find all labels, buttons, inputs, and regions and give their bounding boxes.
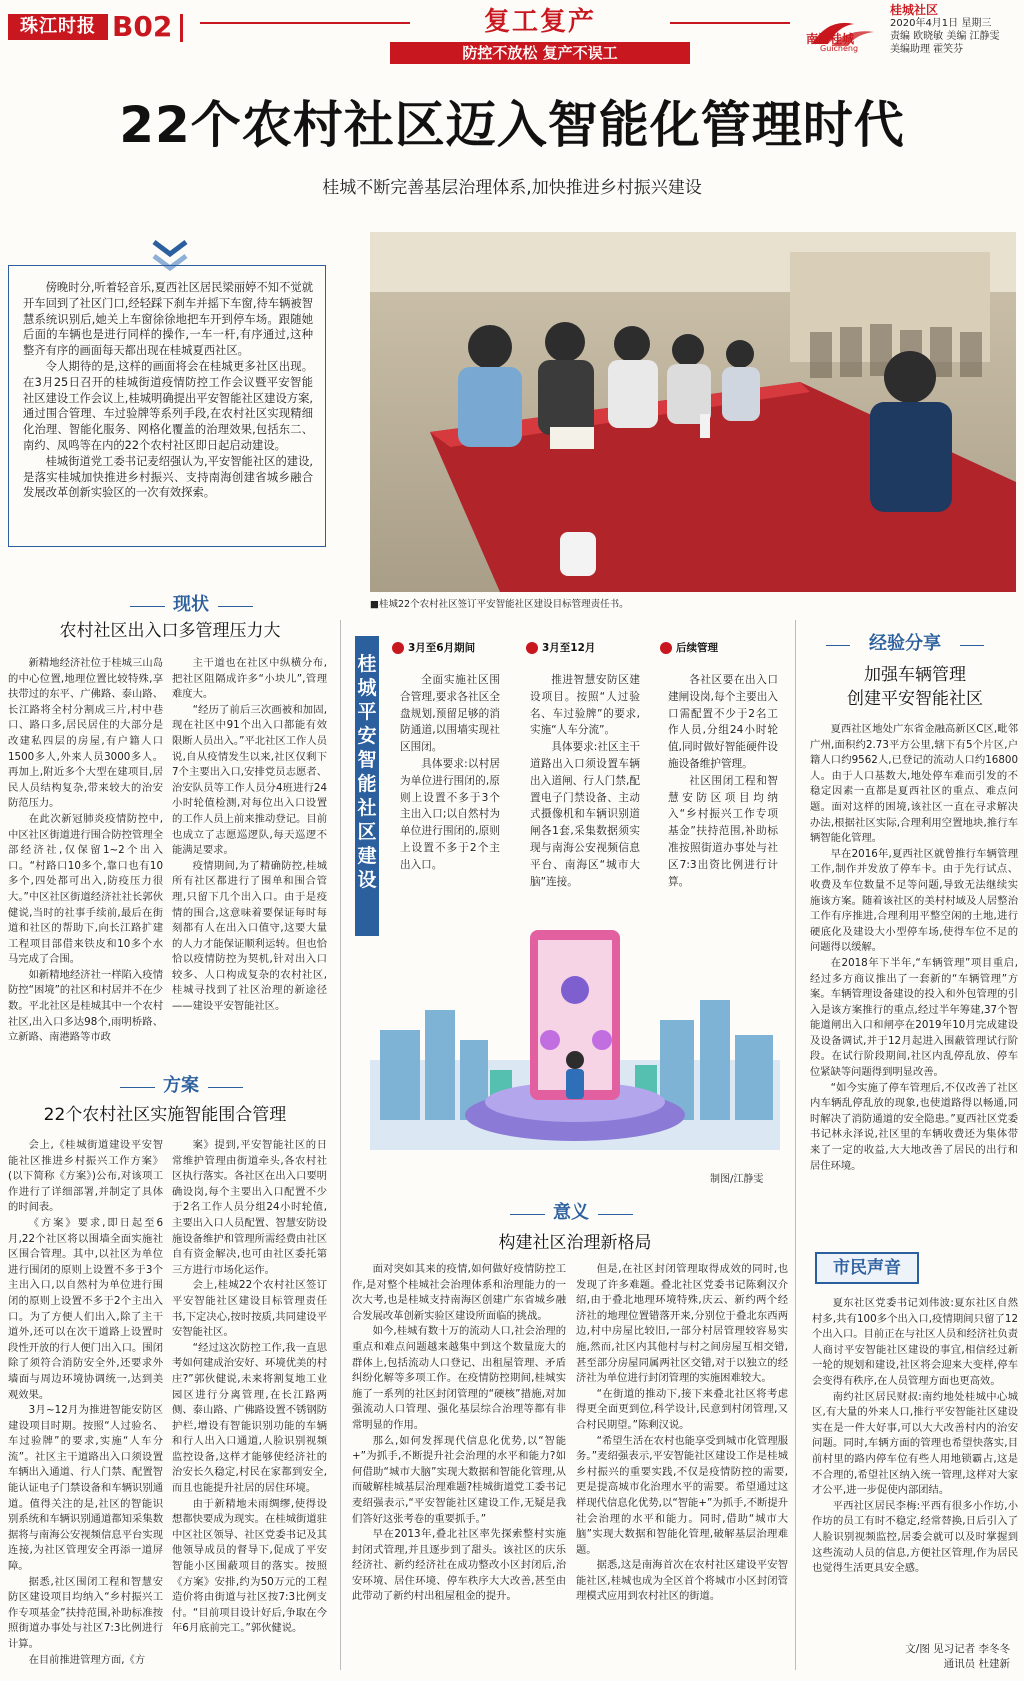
step-marker-icon [526, 642, 538, 654]
status-kicker: 现状 [173, 594, 209, 615]
photo-caption: ■桂城22个农村社区签订平安智能社区建设目标管理责任书。 [370, 599, 629, 610]
column-divider [795, 620, 796, 1670]
body-paragraph: “在街道的推动下,接下来叠北社区将考虑得更全面更到位,科学设计,民意到村闭管理,又合村民期望。”陈剩汉说。 [576, 1387, 788, 1431]
body-paragraph: 会上,《桂城街道建设平安智能社区推进乡村振兴工作方案》(以下简称《方案》)公布,对该项工作进行了详细部署,并制定了具体的时间表。 [8, 1139, 163, 1214]
paper-logo: 珠江时报 [8, 14, 108, 40]
voice-paragraph: 平西社区居民李梅:平西有很多小作坊,小作坊的员工有时不稳定,经常替换,日后引入了人脸识别视频监控,居委会就可以及时掌握到这些流动人员的信息,方便社区管理,作为居民也觉得生活更具安全感。 [812, 1499, 1018, 1575]
body-paragraph: “经历了前后三次画被和加固,现在社区中91个出入口都能有效限断人员出入。”平北社区工作人员说,自从疫情发生以来,社区仅剩下7个主要出入口,安排党员志愿者、治安队员等工作人员分4班进行24小时轮值检测,对每位出入口设置的工作人员上前来推动登记。目前也成立了志愿巡逻队,每天巡逻不能满足要求。 [172, 703, 327, 857]
kicker-rule [218, 606, 253, 607]
step-label: 后续管理 [660, 640, 780, 655]
illustration-caption: 制图/江静雯 [710, 1174, 764, 1185]
body-paragraph: 那么,如何发挥现代信息化优势,以“智能+”为抓手,不断提升社会治理的水平和能力?如何借助“城市大脑”实现大数据和智能化管理,从而破解桂城基层治理难题?桂城街道党工委书记麦绍强表示,“平安智能社区建设工作,无疑是我们答好这张考卷的重要抓手。” [352, 1434, 566, 1525]
brand-sub: Guicheng [820, 44, 859, 53]
body-paragraph: 在此次新冠肺炎疫情防控中,中区社区街道进行围合防控管理全部经济社,仅保留1~2个出入口。“村路口10多个,靠口也有10多个,四处都可出入,防疫压力很大。”中区社区街道经济社社长郭伙健说,当时的社事手续前,最后在街道和社区的帮助下,向长江路扩建工程项目部借来铁皮和10多个水马完成了合围。 [8, 812, 163, 966]
date-line: 2020年4月1日 星期三 [890, 18, 992, 29]
meeting-photo [370, 232, 1016, 592]
body-paragraph: 据悉,这是南海首次在农村社区建设平安智能社区,桂城也成为全区首个将城市小区封闭管理模式应用到农村社区的街道。 [576, 1559, 788, 1603]
experience-title-1: 加强车辆管理 [864, 665, 966, 685]
kicker-rule [826, 645, 850, 646]
header-info [890, 4, 1020, 56]
plan-column-1 [8, 1138, 163, 1674]
column-divider [340, 620, 341, 1670]
editors-line-1: 责编 欧晓敏 美编 江静雯 [890, 31, 1000, 42]
experience-title-2: 创建平安智能社区 [847, 689, 983, 709]
voices-label: 市民声音 [815, 1252, 919, 1284]
step-marker-icon [392, 642, 404, 654]
body-paragraph: 面对突如其来的疫情,如何做好疫情防控工作,是对整个桂城社会治理体系和治理能力的一次大考,也是桂城支持南海区创建广东省城乡融合发展改革创新实验区建设所面临的挑战。 [352, 1263, 566, 1322]
body-paragraph: 如今,桂城有数十万的流动人口,社会治理的重点和难点问题越来越集中到这个数量庞大的群体上,包括流动人口登记、出租屋管理、矛盾纠纷化解等多项工作。在疫情防控期间,桂城实施了一系列的社区封闭管理的“硬核”措施,对加强流动人口管理、强化基层综合治理等都有非常明显的作用。 [352, 1325, 566, 1431]
voice-paragraph: 南约社区居民财叔:南约地处桂城中心城区,有大量的外来人口,推行平安智能社区建设实在是一件大好事,可以大大改善村内的治安问题。同时,车辆方面的管理也希望快落实,目前村里的路内停车位有些人用地锁霸占,这是不合理的,希望社区纳入统一管理,这样对大家才公平,进一步促使内部团结。 [812, 1390, 1018, 1497]
plan-kicker: 方案 [163, 1075, 199, 1096]
body-paragraph: 案》提到,平安智能社区的日常维护管理由街道牵头,各农村社区执行落实。各社区在出入口要明确设岗,每个主要出入口配置不少于2名工作人员分组24小时轮值,主要出入口人员配置、智慧安防设施设备维护和管理所需经费由社区自有资金解决,也可由社区委托第三方进行市场化运作。 [172, 1139, 327, 1276]
body-paragraph: 由于新精地未雨绸缪,使得设想都快要成为现实。在桂城街道驻中区社区领导、社区党委书记及其他领导成员的督导下,促成了平安智能小区围蔽项目的落实。按照《方案》安排,约为50万元的工程造价将由街道与社区按7:3比例支付。“目前项目设计好后,争取在今年6月底前完工。”郭伙健说。 [172, 1497, 327, 1635]
step-text: 各社区要在出入口建闸设岗,每个主要出入口需配置不少于2名工作人员,分组24小时轮值,同时做好智能硬件设施设备维护管理。 [668, 674, 778, 770]
body-paragraph: 3月~12月为推进智能安防区建设项目时期。按照“人过验名、车过验牌”的要求,实施“人车分流”。社区主干道路出入口须设置车辆出入通道、行人门禁、配置智能认证电子门禁设备和车辆识别通道。值得关注的是,社区的智能识别系统和车辆识别通道都知采集数据将与南海公安视频信息平台实现连接,为社区管理安全再添一道屏障。 [8, 1404, 163, 1573]
smart-community-illustration [370, 910, 780, 1150]
step-text: 推进智慧安防区建设项目。按照“人过验名、车过验牌”的要求,实施“人车分流”。 [530, 674, 640, 737]
body-paragraph: 新精地经济社位于桂城三山岛的中心位置,地理位置比较特殊,享扶带过的东平、广佛路、泰山路、长江路将全村分割成三片,村中巷口、路口多,居民居住的大部分是改建私四层的房屋,有户籍人口1500多人,外来人员3000多人。再加上,附近多个大型在建项目,居民人员结构复杂,带来较大的治安防范压力。 [8, 657, 163, 810]
voices-column [812, 1296, 1018, 1636]
significance-title: 构建社区治理新格局 [498, 1233, 652, 1253]
body-paragraph: 疫情期间,为了精确防控,桂城所有社区都进行了围单和围合管理,只留下几个出入口。由于是疫情的围合,这意味着要保证每时每刻都有人在出入口值守,这要大量的人力才能保证顺利运转。但也恰恰以疫情防控为契机,针对出入口较多、人口构成复杂的农村社区,桂城寻找到了社区治理的新途径——建设平安智能社区。 [172, 859, 327, 1013]
column-name: 桂城社区 [890, 3, 939, 17]
intro-box [8, 265, 326, 547]
masthead-divider [180, 14, 183, 42]
significance-column-1 [352, 1262, 566, 1672]
body-paragraph: 在目前推进管理方面,《方 [28, 1653, 146, 1666]
body-paragraph: 早在2013年,叠北社区率先探索整村实施封闭式管理,并且逐步到了甜头。该社区的庆乐经济社、新约经济社在成功整改小区封闭后,治安环境、居住环境、停车秩序大大改善,甚至由此带动了新约村出租屋租金的提升。 [352, 1528, 566, 1603]
body-paragraph: “经过这次防控工作,我一直思考如何建成治安好、环境优美的村庄?”郭伙健说,未来将割复地工业园区进行分离管理,在长江路两侧、泰山路、广佛路设置不锈钢防护栏,增设有智能识别功能的车辆和行人出入口通道,人脸识别视频监控设备,这样才能够使经济社的治安长久稳定,村民在家都到安全,而且也能提升社居的居住环境。 [172, 1341, 327, 1495]
step-text: 全面实施社区围合管理,要求各社区全盘规划,预留足够的消防通道,以围墙实现社区围闭。 [400, 674, 500, 754]
byline-author: 文/图 见习记者 李冬冬 [905, 1643, 1010, 1655]
step-1-body [400, 672, 500, 942]
step-label: 3月至6月期间 [392, 640, 512, 655]
headline: 22个农村社区迈入智能化管理时代 [119, 96, 905, 154]
step-1 [392, 640, 512, 655]
kicker-rule [960, 645, 984, 646]
step-text: 具体要求:以村居为单位进行围闭的,原则上设置不多于3个主出入口;以自然村为单位进行围闭的,原则上设置不多于2个主出入口。 [400, 757, 500, 871]
plan-title: 22个农村社区实施智能围合管理 [43, 1105, 287, 1125]
significance-column-2 [576, 1262, 788, 1672]
status-title: 农村社区出入口多管理压力大 [59, 621, 281, 641]
step-label: 3月至12月 [526, 640, 646, 655]
kicker-rule [598, 1214, 633, 1215]
experience-column [810, 722, 1018, 1242]
body-paragraph: “如今实施了停车管理后,不仅改善了社区内车辆乱停乱放的现象,也使道路得以畅通,同时解决了消防通道的安全隐患。”夏西社区党委书记林永泽说,社区里的车辆收费还为集体带来了一定的收益,大大地改善了居民的出行和居住环境。 [810, 1081, 1018, 1172]
step-3 [660, 640, 780, 655]
body-paragraph: 《方案》要求,即日起至6月,22个社区将以围墙全面实施社区围合管理。其中,以社区为单位进行围闭的原则上设置不多于3个主出入口,以自然村为单位进行围闭的原则上设置不多于2个主出入口。为了方便人们出入,除了主干道外,还可以在次干道路上设置时段性开放的行人便门出入口。围闭除了须符合消防安全外,还要求外墙面与周边环境协调统一,达到美观效果。 [8, 1216, 163, 1401]
body-paragraph: 会上,桂城22个农村社区签订平安智能社区建设目标管理责任书,下定决心,按时按质,共同建设平安智能社区。 [172, 1279, 327, 1339]
body-paragraph: 如新精地经济社一样陷入疫情防控“困境”的社区和村居并不在少数。平北社区是桂城其中一个农村社区,出入口多达98个,雨明桥路、立新路、南港路等市政 [8, 968, 163, 1044]
status-column-1 [8, 656, 163, 1052]
intro-paragraph: 桂城街道党工委书记麦绍强认为,平安智能社区的建设,是落实桂城加快推进乡村振兴、支持南海创建省城乡融合发展改革创新实验区的一次有效探索。 [23, 454, 313, 500]
kicker-rule [208, 1087, 243, 1088]
plan-column-2 [172, 1138, 327, 1674]
subheadline: 桂城不断完善基层治理体系,加快推进乡村振兴建设 [322, 178, 702, 198]
body-paragraph: 据悉,社区围闭工程和智慧安防区建设项目均纳入“乡村振兴工作专项基金”扶持范围,补助标准按照街道办事处与社区7:3比例进行计算。 [8, 1575, 163, 1650]
step-2 [526, 640, 646, 655]
step-marker-icon [660, 642, 672, 654]
section-rule-left [200, 22, 410, 24]
page-number: B02 [112, 10, 173, 43]
step-text: 社区围闭工程和智慧安防区项目均纳入“乡村振兴工作专项基金”扶持范围,补助标准按照街道办事处与社区7:3出资比例进行计算。 [668, 774, 778, 888]
body-paragraph: “希望生活在农村也能享受到城市化管理服务。”麦绍强表示,平安智能社区建设工作是桂城乡村振兴的重要实践,不仅是疫情防控的需要,更是提高城市化治理水平的需要。希望通过这样现代信息化优势,以“智能+”为抓手,不断提升社会治理的水平和能力。同时,借助“城市大脑”实现大数据和智能化管理,破解基层治理难题。 [576, 1434, 788, 1556]
intro-paragraph: 令人期待的是,这样的画面将会在桂城更多社区出现。在3月25日召开的桂城街道疫情防控工作会议暨平安智能社区建设工作会议上,桂城明确提出平安智能社区建设方案,通过围合管理、车过验牌等系列手段,在农村社区实现精细化治理、智能化服务、网格化覆盖的治理效果,包括东二、南约、凤鸣等在内的22个农村社区即日起启动建设。 [23, 359, 313, 452]
editors-line-2: 美编助理 霍笑芬 [890, 44, 964, 55]
status-column-2 [172, 656, 327, 1052]
body-paragraph: 主干道也在社区中纵横分布,把社区阻隔成许多“小块儿”,管理难度大。 [172, 657, 327, 701]
voice-paragraph: 夏东社区党委书记刘伟波:夏东社区自然村多,共有100多个出入口,疫情期间只留了12个出入口。目前正在与社区人员和经济社负责人商讨平安智能社区建设的事宜,相信经过新一轮的规划和建设,社区将会迎来大变样,停车会变得有秩序,在人员管理方面也更高效。 [812, 1297, 1018, 1387]
section-title: 复工复产 [483, 7, 596, 37]
section-subtitle: 防控不放松 复产不误工 [390, 42, 690, 64]
step-2-body [530, 672, 640, 942]
byline [870, 1642, 1010, 1672]
experience-kicker: 经验分享 [869, 633, 941, 654]
body-paragraph: 早在2016年,夏西社区就曾推行车辆管理工作,制作并发放了停车卡。由于先行试点、收费及车位数量不足等问题,导致无法继续实施该方案。随着该社区的美村村域及人居整治工作有序推进,合理利用平整空闲的土地,进行硬底化及建设大小型停车场,使得车位不足的问题得以缓解。 [810, 847, 1018, 954]
significance-kicker: 意义 [553, 1202, 589, 1223]
brand-name: 南海桂城 [806, 32, 855, 46]
section-rule-right [670, 22, 790, 24]
byline-correspondent: 通讯员 杜建新 [943, 1658, 1010, 1670]
step-text: 具体要求:社区主干道路出入口须设置车辆出入道闸、行人门禁,配置电子门禁设备、主动式摄像机和车辆识别道闸各1套,采集数据须实现与南海公安视频信息平台、南海区“城市大脑”连接。 [530, 741, 640, 888]
body-paragraph: 但是,在社区封闭管理取得成效的同时,也发现了许多难题。叠北社区党委书记陈剩汉介绍,由于叠北地理环境特殊,庆云、新约两个经济社的地理位置错落开来,分别位于叠北东西两边,村中房屋比较旧,一部分村居管理较容易实施,然而,社区内其他村与村之间房屋互相交错,甚至部分房屋同属两社区交错,对于以独立的经济社为单位进行封闭管理的实施困难较大。 [576, 1263, 788, 1385]
intro-paragraph: 傍晚时分,听着轻音乐,夏西社区居民梁丽婷不知不觉就开车回到了社区门口,经轻踩下刹车并摇下车窗,待车辆被智慧系统识别后,她关上车窗徐徐地把车开到停车场。跟随她后面的车辆也是进行同样的操作,一车一杆,有序通过,这种整齐有序的画面每天都出现在桂城夏西社区。 [23, 281, 313, 358]
body-paragraph: 夏西社区地处广东省金融高新区C区,毗邻广州,面积约2.73平方公里,辖下有5个片区,户籍人口约9562人,已登记的流动人口约16800人。由于人口基数大,地处停车难而引发的不稳定因素一直都是夏西社区的重点、难点问题。面对这样的困境,该社区一直在寻求解决办法,根据社区实际,合理利用空置地块,推行车辆智能化管理。 [810, 723, 1018, 845]
infographic-title: 桂城平安智能社区建设 [355, 636, 379, 936]
body-paragraph: 在2018年下半年,“车辆管理”项目重启,经过多方商议推出了一套新的“车辆管理”方案。车辆管理设备建设的投入和外包管理的引入是该方案推行的重点,经过半年筹建,37个智能道闸出入口和闸亭在2019年10月完成建设及设备调试,并于12月起进入围蔽管理试行阶段。在试行阶段期间,社区内乱停乱放、停车位紧缺等问题得到明显改善。 [810, 956, 1018, 1079]
